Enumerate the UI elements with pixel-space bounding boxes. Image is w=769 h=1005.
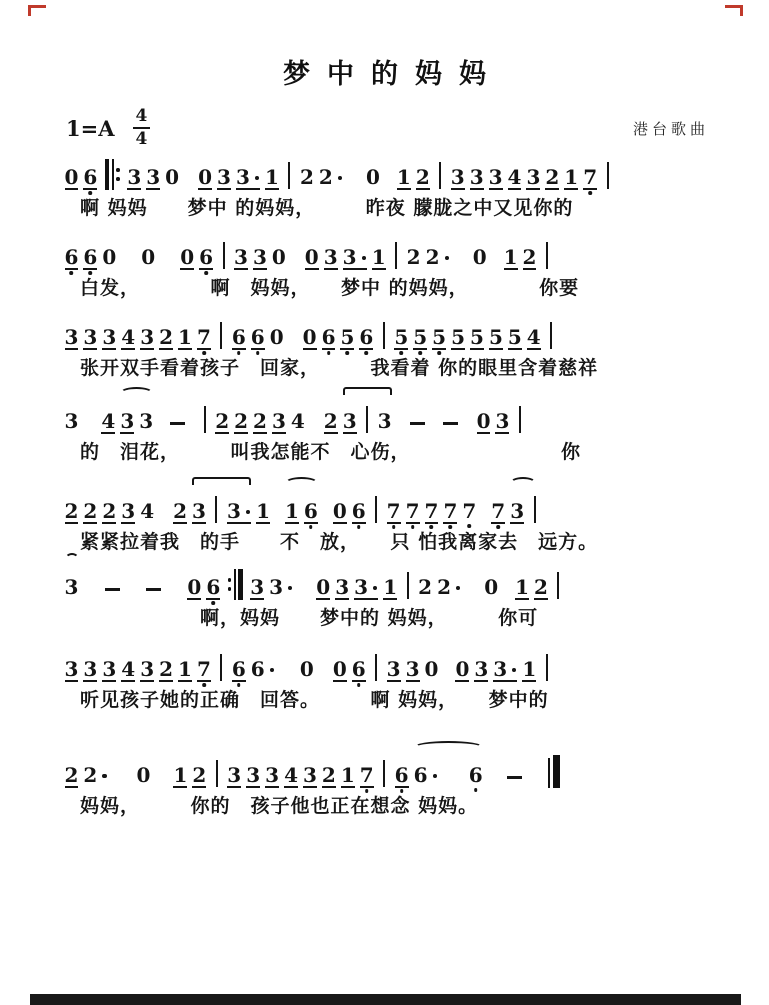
note: 2 — [192, 763, 207, 787]
note: 0 — [102, 245, 117, 269]
note: 3 — [64, 657, 79, 681]
spacer — [156, 433, 168, 434]
music-system-1 — [62, 156, 724, 220]
note: 0 — [304, 245, 319, 269]
note: 3 — [474, 657, 489, 681]
lyrics-line-1: 啊 妈妈 梦中 的妈妈， 昨夜 朦胧之中又见你的 — [80, 197, 574, 219]
note: 5 — [451, 325, 466, 349]
note: 3 — [354, 577, 378, 600]
low-octave-dot — [399, 351, 403, 355]
note: 3 — [342, 409, 357, 433]
score-meta-row — [66, 108, 709, 148]
repeat-dots — [116, 161, 120, 188]
note: 1 — [383, 575, 398, 599]
note: 3 — [252, 245, 267, 269]
note: 2 — [253, 409, 267, 433]
note: 3 — [121, 499, 136, 523]
slur — [285, 477, 318, 489]
low-octave-dot — [588, 191, 592, 195]
barline — [204, 406, 206, 433]
note: 3 — [302, 763, 317, 787]
note: 6 — [251, 659, 275, 682]
spacer — [320, 523, 330, 524]
note: 2 — [159, 657, 174, 681]
note: 1 — [371, 245, 386, 269]
note: 2 — [319, 167, 343, 190]
note: 2 — [64, 763, 79, 787]
low-octave-dot — [237, 351, 241, 355]
note: 6 — [83, 247, 97, 270]
note: 7 — [387, 501, 401, 524]
notation-line-6 — [62, 566, 724, 600]
notation-line-2 — [62, 236, 724, 270]
held-note-dash — [105, 588, 120, 591]
note: 3 — [335, 575, 350, 599]
barline — [383, 322, 385, 349]
low-octave-dot — [202, 683, 206, 687]
barline — [215, 496, 217, 523]
note: 2 — [159, 325, 174, 349]
note: 3 — [405, 657, 420, 681]
note: 5 — [488, 325, 503, 349]
note: 6 — [232, 327, 246, 350]
spacer — [288, 269, 302, 270]
lyrics-line-6: 啊，妈妈 梦中的 妈妈， 你可 — [80, 607, 539, 629]
held-note-dash — [410, 422, 425, 425]
note: 6 — [251, 327, 265, 350]
augmentation-dot — [362, 256, 366, 260]
note: 2 — [415, 165, 430, 189]
note: 6 — [352, 659, 366, 682]
note: 7 — [197, 327, 211, 350]
repeat-end-bar — [228, 569, 243, 600]
spacer — [163, 599, 185, 600]
note: 3 — [64, 325, 79, 349]
slur — [510, 477, 536, 489]
note: 4 — [526, 325, 541, 349]
note: 2 — [234, 409, 249, 433]
note: 0 — [165, 165, 180, 189]
note: 3 — [140, 325, 155, 349]
spacer — [81, 433, 99, 434]
note: 5 — [413, 327, 427, 350]
note: 3 — [227, 501, 251, 524]
low-octave-dot — [212, 601, 216, 605]
key-signature — [66, 108, 150, 148]
held-note-dash — [146, 588, 161, 591]
note: 7 — [425, 501, 439, 524]
note: 4 — [121, 657, 136, 681]
lyrics-line-4: 的 泪花， 叫我怎能不 心伤， 你 — [80, 441, 582, 463]
barline — [546, 654, 548, 681]
note: 2 — [545, 165, 560, 189]
note: 3 — [510, 499, 525, 523]
spacer — [441, 681, 453, 682]
note: 6 — [232, 659, 246, 682]
note: 6 — [414, 765, 438, 788]
low-octave-dot — [392, 525, 396, 529]
spacer — [524, 787, 540, 788]
note: 6 — [469, 765, 483, 788]
note: 0 — [136, 763, 151, 787]
note: 1 — [503, 245, 518, 269]
note: 1 — [284, 499, 299, 523]
augmentation-dot — [338, 176, 342, 180]
low-octave-dot — [400, 789, 404, 793]
spacer — [110, 787, 134, 788]
note: 2 — [406, 245, 421, 269]
note: 3 — [526, 165, 541, 189]
note: 6 — [83, 167, 97, 190]
low-octave-dot — [89, 271, 93, 275]
note: 4 — [101, 409, 116, 433]
note: 0 — [455, 657, 470, 681]
note: 3 — [139, 409, 154, 433]
note: 1 — [178, 325, 192, 349]
time-signature — [133, 108, 151, 148]
music-system-7 — [62, 648, 724, 712]
note: 6 — [322, 327, 336, 350]
note: 0 — [187, 575, 202, 599]
red-crop-mark-left — [28, 5, 46, 16]
spacer — [346, 189, 364, 190]
note: 0 — [180, 245, 195, 269]
spacer — [394, 433, 408, 434]
note: 7 — [583, 167, 597, 190]
note: 3 — [192, 499, 206, 523]
note: 3 — [120, 409, 135, 433]
barline — [557, 572, 559, 599]
note: 3 — [127, 165, 142, 189]
music-system-5 — [62, 490, 724, 554]
note: 1 — [564, 165, 579, 189]
spacer — [427, 433, 441, 434]
spacer — [187, 433, 197, 434]
note: 3 — [493, 659, 517, 682]
note: 0 — [366, 165, 380, 189]
augmentation-dot — [456, 586, 460, 590]
low-octave-dot — [346, 351, 350, 355]
note: 2 — [418, 575, 433, 599]
augmentation-dot — [255, 176, 259, 180]
low-octave-dot — [70, 271, 74, 275]
barline — [288, 162, 290, 189]
augmentation-dot — [270, 668, 274, 672]
note: 1 — [265, 165, 279, 189]
song-title: 梦中的妈妈 — [283, 59, 503, 90]
note: 3 — [140, 657, 155, 681]
barline — [220, 322, 222, 349]
held-note-dash — [507, 776, 522, 779]
note: 5 — [507, 325, 522, 349]
slur — [65, 553, 79, 565]
note: 0 — [198, 165, 213, 189]
note: 7 — [462, 501, 476, 524]
note: 2 — [437, 577, 461, 600]
note: 1 — [515, 575, 530, 599]
low-octave-dot — [496, 525, 500, 529]
note: 0 — [299, 657, 314, 681]
note: 2 — [522, 245, 537, 269]
augmentation-dot — [246, 510, 250, 514]
note: 2 — [64, 499, 79, 523]
barline — [534, 496, 536, 523]
spacer — [452, 269, 470, 270]
note: 3 — [146, 165, 161, 189]
augmentation-dot — [512, 668, 516, 672]
note: 2 — [215, 409, 230, 433]
note: 3 — [236, 167, 260, 190]
note: 3 — [64, 409, 79, 433]
spacer — [153, 787, 171, 788]
note: 0 — [271, 245, 286, 269]
note: 1 — [340, 763, 355, 787]
spacer — [316, 681, 330, 682]
low-octave-dot — [202, 351, 206, 355]
note: 1 — [173, 763, 188, 787]
note: 6 — [65, 247, 79, 270]
note: 6 — [359, 327, 373, 350]
music-system-6 — [62, 566, 724, 630]
note: 7 — [197, 659, 211, 682]
barline — [216, 760, 218, 787]
augmentation-dot — [373, 586, 377, 590]
note: 2 — [173, 499, 188, 523]
low-octave-dot — [327, 351, 331, 355]
music-system-8 — [62, 754, 724, 818]
low-octave-dot — [365, 351, 369, 355]
spacer — [460, 433, 474, 434]
note: 0 — [316, 575, 331, 599]
low-octave-dot — [357, 525, 361, 529]
note: 6 — [206, 577, 220, 600]
final-barline — [548, 755, 560, 788]
note: 7 — [360, 765, 374, 788]
note: 3 — [495, 409, 510, 433]
lyrics-line-7: 听见孩子她的正确 回答。 啊 妈妈， 梦中的 — [80, 689, 549, 711]
note: 3 — [323, 245, 338, 269]
slur — [120, 387, 153, 399]
note: 0 — [472, 245, 487, 269]
note: 2 — [321, 763, 336, 787]
notation-line-4 — [62, 400, 724, 434]
low-octave-dot — [437, 351, 441, 355]
note: 0 — [269, 325, 284, 349]
low-octave-dot — [256, 351, 260, 355]
spacer — [119, 269, 139, 270]
note: 4 — [507, 165, 522, 189]
note: 0 — [64, 165, 79, 189]
low-octave-dot — [449, 525, 453, 529]
time-signature-denominator: 4 — [135, 129, 148, 149]
note: 6 — [199, 247, 213, 270]
spacer — [286, 349, 300, 350]
note: 3 — [250, 575, 265, 599]
augmentation-dot — [288, 586, 292, 590]
spacer — [277, 681, 297, 682]
note: 5 — [470, 325, 484, 349]
note: 2 — [83, 499, 98, 523]
barline — [550, 322, 552, 349]
music-system-4 — [62, 400, 724, 464]
barline — [366, 406, 368, 433]
spacer — [489, 269, 501, 270]
scan-edge-artifact — [30, 994, 741, 1005]
augmentation-dot — [433, 774, 437, 778]
key-label: 1=A — [66, 115, 115, 141]
note: 7 — [406, 501, 420, 524]
time-signature-numerator: 4 — [133, 108, 151, 129]
spacer — [81, 599, 103, 600]
barline — [375, 654, 377, 681]
note: 5 — [394, 327, 408, 350]
note: 5 — [340, 327, 354, 350]
note: 3 — [488, 165, 503, 189]
spacer — [272, 523, 282, 524]
spacer — [182, 189, 196, 190]
song-source: 港台歌曲 — [632, 120, 709, 138]
note: 7 — [491, 501, 505, 524]
note: 2 — [426, 247, 450, 270]
note: 3 — [217, 165, 231, 189]
spacer — [157, 523, 171, 524]
spacer — [307, 433, 321, 434]
note: 3 — [64, 575, 79, 599]
barline — [220, 654, 222, 681]
note: 3 — [343, 247, 367, 270]
low-octave-dot — [418, 351, 422, 355]
low-octave-dot — [309, 525, 313, 529]
note: 4 — [140, 499, 155, 523]
spacer — [479, 523, 489, 524]
spacer — [122, 599, 144, 600]
repeat-start-bar — [105, 159, 120, 190]
spacer — [296, 599, 314, 600]
lyrics-line-2: 白发， 啊 妈妈， 梦中 的妈妈， 你要 — [80, 277, 580, 299]
note: 6 — [395, 765, 409, 788]
barline — [607, 162, 609, 189]
note: 3 — [227, 763, 242, 787]
barline — [375, 496, 377, 523]
note: 0 — [332, 499, 347, 523]
lyrics-line-3: 张开双手看着孩子 回家， 我看着 你的眼里含着慈祥 — [80, 357, 599, 379]
note: 3 — [83, 657, 98, 681]
note: 3 — [234, 245, 248, 269]
tie-bracket — [192, 477, 251, 485]
barline — [383, 760, 385, 787]
note: 3 — [246, 763, 261, 787]
note: 1 — [522, 657, 537, 681]
note: 0 — [141, 245, 156, 269]
notation-line-3 — [62, 316, 724, 350]
low-octave-dot — [430, 525, 434, 529]
note: 1 — [178, 657, 192, 681]
note: 2 — [323, 409, 338, 433]
spacer — [440, 787, 466, 788]
note: 1 — [256, 499, 270, 523]
barline — [519, 406, 521, 433]
low-octave-dot — [237, 683, 241, 687]
spacer — [501, 599, 513, 600]
barline — [407, 572, 409, 599]
note: 2 — [83, 765, 107, 788]
note: 4 — [290, 409, 305, 433]
low-octave-dot — [357, 683, 361, 687]
note: 7 — [443, 501, 457, 524]
barline — [395, 242, 397, 269]
notation-line-8 — [62, 754, 724, 788]
lyrics-line-5: 紧紧拉着我 的手 不 放， 只 怕我离家去 远方。 — [80, 531, 599, 553]
note: 1 — [396, 165, 411, 189]
note: 3 — [269, 577, 293, 600]
note: 2 — [102, 499, 117, 523]
notation-line-7 — [62, 648, 724, 682]
augmentation-dot — [445, 256, 449, 260]
spacer — [485, 787, 505, 788]
note: 0 — [484, 575, 499, 599]
slur — [414, 741, 483, 753]
note: 0 — [302, 325, 317, 349]
tie-bracket — [343, 387, 392, 395]
note: 6 — [352, 501, 366, 524]
note: 3 — [377, 409, 392, 433]
note: 3 — [386, 657, 401, 681]
low-octave-dot — [468, 524, 472, 528]
notation-line-1 — [62, 156, 724, 190]
note: 3 — [102, 325, 117, 349]
low-octave-dot — [204, 271, 208, 275]
note: 3 — [83, 325, 98, 349]
note: 0 — [476, 409, 491, 433]
held-note-dash — [170, 422, 185, 425]
note: 0 — [332, 657, 347, 681]
barline — [223, 242, 225, 269]
barline — [546, 242, 548, 269]
note: 2 — [534, 575, 548, 599]
note: 3 — [469, 165, 484, 189]
music-system-2 — [62, 236, 724, 300]
note: 4 — [284, 763, 298, 787]
note: 2 — [299, 165, 314, 189]
barline — [439, 162, 441, 189]
low-octave-dot — [365, 789, 369, 793]
music-system-3 — [62, 316, 724, 380]
note: 3 — [271, 409, 286, 433]
note: 3 — [102, 657, 117, 681]
low-octave-dot — [89, 191, 93, 195]
notation-line-5 — [62, 490, 724, 524]
held-note-dash — [443, 422, 458, 425]
note: 3 — [450, 165, 465, 189]
note: 0 — [424, 657, 439, 681]
augmentation-dot — [102, 774, 106, 778]
repeat-dots — [228, 571, 232, 598]
note: 5 — [432, 327, 446, 350]
note: 3 — [265, 763, 280, 787]
low-octave-dot — [474, 788, 478, 792]
red-crop-mark-right — [725, 5, 743, 16]
low-octave-dot — [411, 525, 415, 529]
note: 4 — [121, 325, 136, 349]
spacer — [158, 269, 178, 270]
spacer — [382, 189, 394, 190]
note: 6 — [304, 501, 318, 524]
lyrics-line-8: 妈妈， 你的 孩子他也正在想念 妈妈。 — [80, 795, 479, 817]
spacer — [464, 599, 482, 600]
